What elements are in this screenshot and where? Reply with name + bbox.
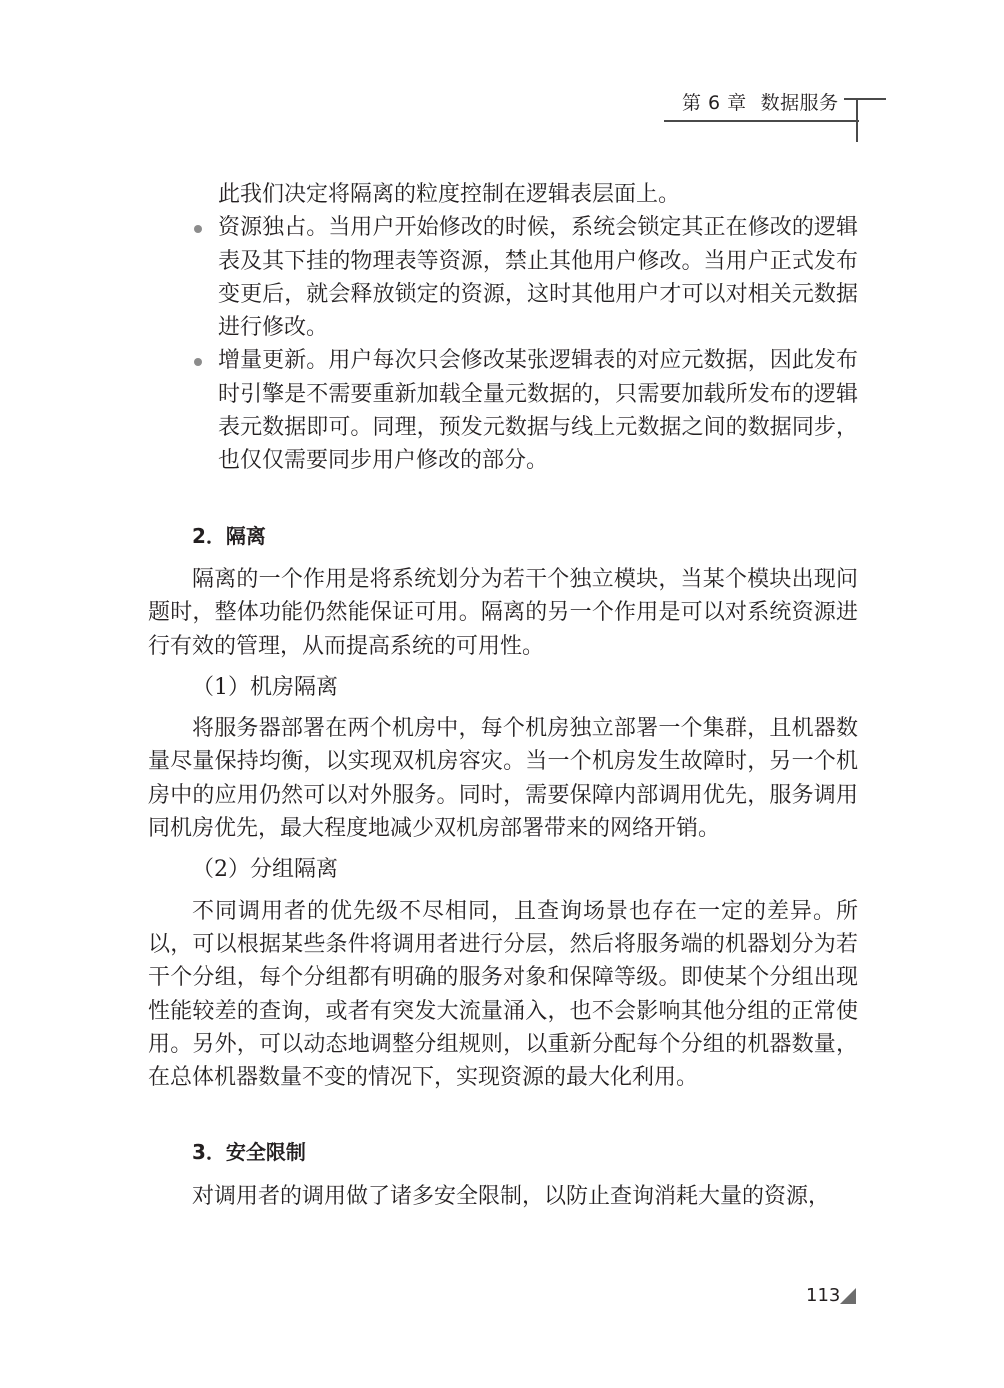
chapter-number: 第 6 章 (682, 92, 747, 114)
paragraph: 不同调用者的优先级不尽相同，且查询场景也存在一定的差异。所以，可以根据某些条件将调用者进行分层，然后将服务端的机器划分为若干个分组，每个分组都有明确的服务对象和保障等级。即使某个分组出现性能较差的查询，或者有突发大流量涌入，也不会影响其他分组的正常使用。另外，可以动态地调整分组规则，以重新分配每个分组的机器数量，在总体机器数量不变的情况下，实现资源的最大化利用。 (148, 898, 858, 1091)
bullet-text: 增量更新。用户每次只会修改某张逻辑表的对应元数据，因此发布时引擎是不需要重新加载全量元数据的，只需要加载所发布的逻辑表元数据即可。同理，预发元数据与线上元数据之间的数据同步，也仅仅需要同步用户修改的部分。 (218, 348, 858, 474)
bullet-dot-icon (194, 358, 202, 366)
running-header (682, 88, 839, 115)
paragraph: 隔离的一个作用是将系统划分为若干个独立模块，当某个模块出现问题时，整体功能仍然能保证可用。隔离的另一个作用是可以对系统资源进行有效的管理，从而提高系统的可用性。 (148, 566, 858, 659)
bullet-text: 资源独占。当用户开始修改的时候，系统会锁定其正在修改的逻辑表及其下挂的物理表等资源，禁止其他用户修改。当用户正式发布变更后，就会释放锁定的资源，这时其他用户才可以对相关元数据进行修改。 (218, 215, 858, 341)
header-rule (664, 120, 859, 122)
bullet-item (148, 211, 858, 344)
header-rule-vertical (856, 98, 858, 142)
header-rule-top (844, 98, 886, 100)
bullet-dot-icon (194, 225, 202, 233)
section-heading-security-limits: 3．安全限制 (192, 1140, 306, 1165)
chapter-title: 数据服务 (760, 92, 839, 114)
page-body (148, 178, 858, 1213)
subsection-heading-datacenter-isolation: （1）机房隔离 (192, 674, 338, 700)
subsection-heading-group-isolation: （2）分组隔离 (192, 857, 338, 883)
bullet-item (148, 344, 858, 477)
paragraph: 对调用者的调用做了诸多安全限制，以防止查询消耗大量的资源， (192, 1183, 831, 1209)
lead-continuation: 此我们决定将隔离的粒度控制在逻辑表层面上。 (218, 182, 681, 207)
paragraph: 将服务器部署在两个机房中，每个机房独立部署一个集群，且机器数量尽量保持均衡，以实现双机房容灾。当一个机房发生故障时，另一个机房中的应用仍然可以对外服务。同时，需要保障内部调用优先，服务调用同机房优先，最大程度地减少双机房部署带来的网络开销。 (148, 716, 858, 842)
page-marker-triangle-icon (840, 1288, 856, 1304)
page-number: 113 (806, 1285, 841, 1306)
section-heading-isolation: 2．隔离 (192, 523, 266, 548)
